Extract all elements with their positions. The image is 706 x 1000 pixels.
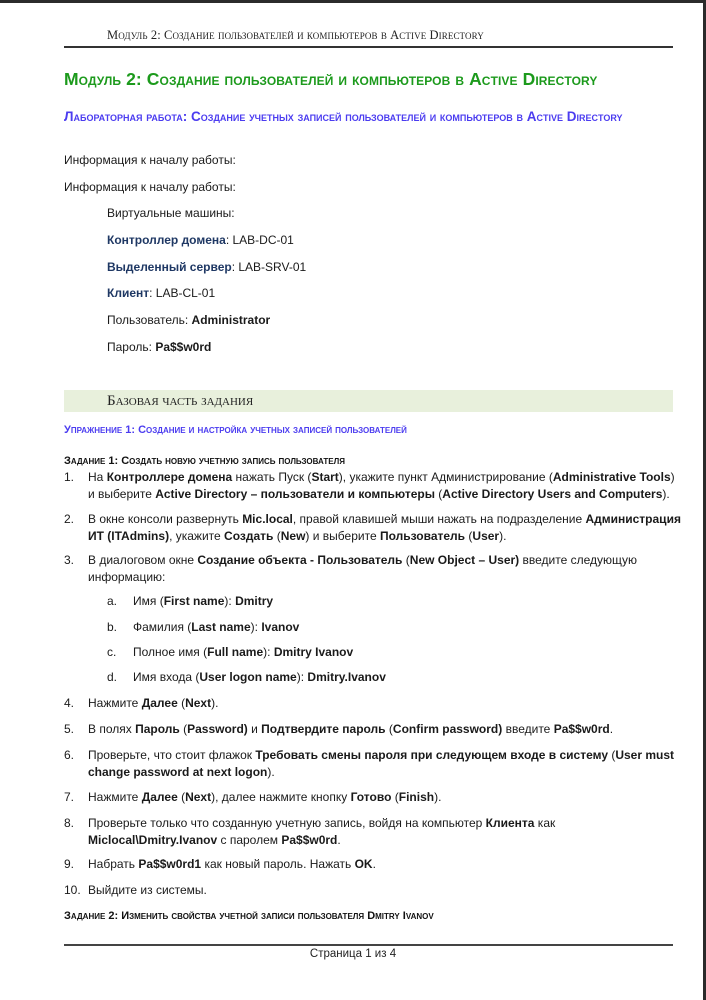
step-text: Набрать Pa$$w0rd1 как новый пароль. Нажать OK.	[88, 857, 376, 871]
user-label: Пользователь:	[107, 313, 192, 327]
step-number: 3.	[64, 553, 75, 567]
dc-label: Контроллер домена	[107, 233, 226, 247]
srv-label: Выделенный сервер	[107, 260, 232, 274]
lab-title: Лабораторная работа: Создание учетных записей пользователей и компьютеров в Active Directory	[64, 109, 623, 124]
step-6	[64, 747, 684, 781]
password-value: Pa$$w0rd	[155, 340, 212, 354]
substep-b: b. Фамилия (Last name): Ivanov	[107, 620, 300, 634]
step-text: В диалоговом окне Создание объекта - Пользователь (New Object – User) введите следующую информацию:	[88, 553, 638, 584]
step-10	[64, 882, 684, 899]
password-line	[107, 340, 211, 354]
step-number: 7.	[64, 790, 75, 804]
user-value: Administrator	[191, 313, 271, 327]
intro-line-2: Информация к началу работы:	[64, 180, 236, 194]
step-number: 5.	[64, 722, 75, 736]
substep-d: d. Имя входа (User logon name): Dmitry.Ivanov	[107, 670, 386, 684]
dc-value: : LAB-DC-01	[225, 233, 294, 247]
running-header-text: Модуль 2: Создание пользователей и компьютеров в Active Directory	[107, 28, 484, 42]
vms-label: Виртуальные машины:	[107, 206, 235, 220]
step-text: Проверьте только что созданную учетную запись, войдя на компьютер Клиента как Miclocal\Dmitry.Ivanov с паролем Pa$$w0rd.	[88, 816, 556, 847]
section-banner	[64, 390, 673, 412]
step-text: Нажмите Далее (Next), далее нажмите кнопку Готово (Finish).	[88, 790, 442, 804]
step-text: Проверьте, что стоит флажок Требовать смены пароля при следующем входе в систему (User must change password at next logon).	[88, 748, 675, 779]
substep-a: a. Имя (First name): Dmitry	[107, 594, 274, 608]
step-number: 1.	[64, 470, 75, 484]
client-label: Клиент	[107, 286, 150, 300]
task-2-title: Задание 2: Изменить свойства учетной записи пользователя Dmitry Ivanov	[64, 910, 434, 922]
step-5	[64, 721, 684, 738]
module-title: Модуль 2: Создание пользователей и компьютеров в Active Directory	[64, 69, 598, 89]
footer-rule	[64, 944, 673, 946]
step-8	[64, 815, 684, 849]
step-4	[64, 695, 684, 712]
step-7	[64, 789, 684, 806]
page-number: Страница 1 из 4	[309, 948, 397, 960]
srv-value: : LAB-SRV-01	[231, 260, 307, 274]
step-number: 9.	[64, 857, 75, 871]
intro-line-1: Информация к началу работы:	[64, 153, 236, 167]
client-line	[107, 286, 215, 300]
step-2	[64, 511, 684, 545]
step-number: 10.	[64, 883, 81, 897]
step-9	[64, 856, 684, 873]
srv-line	[107, 260, 306, 274]
running-header	[64, 26, 673, 48]
user-line	[107, 313, 270, 327]
section-banner-text: Базовая часть задания	[107, 393, 254, 409]
step-text: На Контроллере домена нажать Пуск (Start), укажите пункт Администрирование (Administrative Tools) и выберите Active Directory – пользователи и компьютеры (Active Directory Users and Computers).	[88, 470, 675, 501]
client-value: : LAB-CL-01	[149, 286, 216, 300]
substep-c: c. Полное имя (Full name): Dmitry Ivanov	[107, 645, 354, 659]
step-text: Нажмите Далее (Next).	[88, 696, 219, 710]
step-number: 6.	[64, 748, 75, 762]
task-1-title: Задание 1: Создать новую учетную запись пользователя	[64, 455, 345, 467]
step-number: 8.	[64, 816, 75, 830]
step-1	[64, 469, 684, 503]
step-3	[64, 552, 684, 586]
exercise-1-title: Упражнение 1: Создание и настройка учетных записей пользователей	[64, 424, 407, 436]
step-number: 4.	[64, 696, 75, 710]
step-text: В окне консоли развернуть Mic.local, правой клавишей мыши нажать на подразделение Администрация ИТ (ITAdmins), укажите Создать (New) и выберите Пользователь (User).	[88, 512, 681, 543]
step-text: В полях Пароль (Password) и Подтвердите пароль (Confirm password) введите Pa$$w0rd.	[88, 722, 614, 736]
password-label: Пароль:	[107, 340, 156, 354]
step-text: Выйдите из системы.	[88, 883, 207, 897]
dc-line	[107, 233, 294, 247]
page-frame-top	[0, 0, 706, 3]
step-number: 2.	[64, 512, 75, 526]
